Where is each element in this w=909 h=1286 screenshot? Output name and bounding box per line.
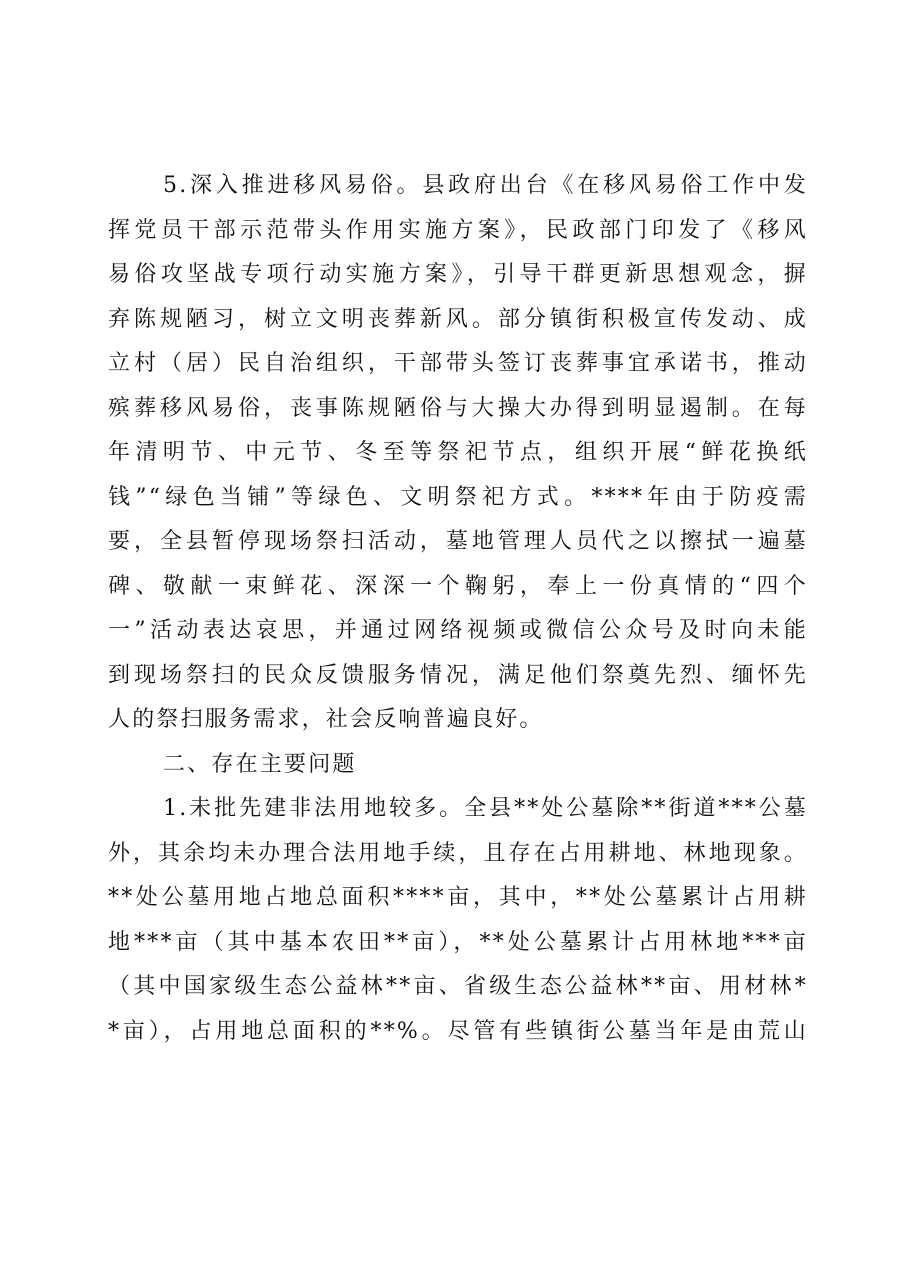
paragraph-line: （其中国家级生态公益林**亩、省级生态公益林**亩、用材林* [108,974,808,999]
paragraph-line: *亩），占用地总面积的**%。尽管有些镇街公墓当年是由荒山 [108,1018,808,1044]
document-body [108,164,808,1054]
paragraph-line: 立村（居）民自治组织，干部带头签订丧葬事宜承诺书，推动 [108,351,808,376]
paragraph-line: 年清明节、中元节、冬至等祭祀节点，组织开展“鲜花换纸 [108,440,808,465]
paragraph-line: 要，全县暂停现场祭扫活动，墓地管理人员代之以擦拭一遍墓 [108,529,808,554]
paragraph-line: 殡葬移风易俗，丧事陈规陋俗与大操大办得到明显遏制。在每 [108,395,808,421]
paragraph-line: 5.深入推进移风易俗。县政府出台《在移风易俗工作中发 [163,173,808,198]
section-heading: 二、存在主要问题 [163,751,357,777]
paragraph-line: 地***亩（其中基本农田**亩），**处公墓累计占用林地***亩 [108,929,808,955]
paragraph-line: 外，其余均未办理合法用地手续，且存在占用耕地、林地现象。 [108,840,808,866]
paragraph-line: 1.未批先建非法用地较多。全县**处公墓除**街道***公墓 [163,796,808,821]
paragraph-line: 弃陈规陋习，树立文明丧葬新风。部分镇街积极宣传发动、成 [108,306,808,332]
paragraph-line: 到现场祭扫的民众反馈服务情况，满足他们祭奠先烈、缅怀先 [108,662,808,688]
paragraph-line: 挥党员干部示范带头作用实施方案》，民政部门印发了《移风 [108,217,808,243]
paragraph-line: 钱”“绿色当铺”等绿色、文明祭祀方式。****年由于防疫需 [108,484,808,510]
paragraph-line: 一”活动表达哀思，并通过网络视频或微信公众号及时向未能 [108,618,808,643]
paragraph-line: 易俗攻坚战专项行动实施方案》，引导干群更新思想观念，摒 [108,262,808,287]
paragraph-line: **处公墓用地占地总面积****亩，其中，**处公墓累计占用耕 [108,885,808,910]
paragraph-line: 人的祭扫服务需求，社会反响普遍良好。 [108,707,544,732]
paragraph-line: 碑、敬献一束鲜花、深深一个鞠躬，奉上一份真情的“四个 [108,573,808,599]
